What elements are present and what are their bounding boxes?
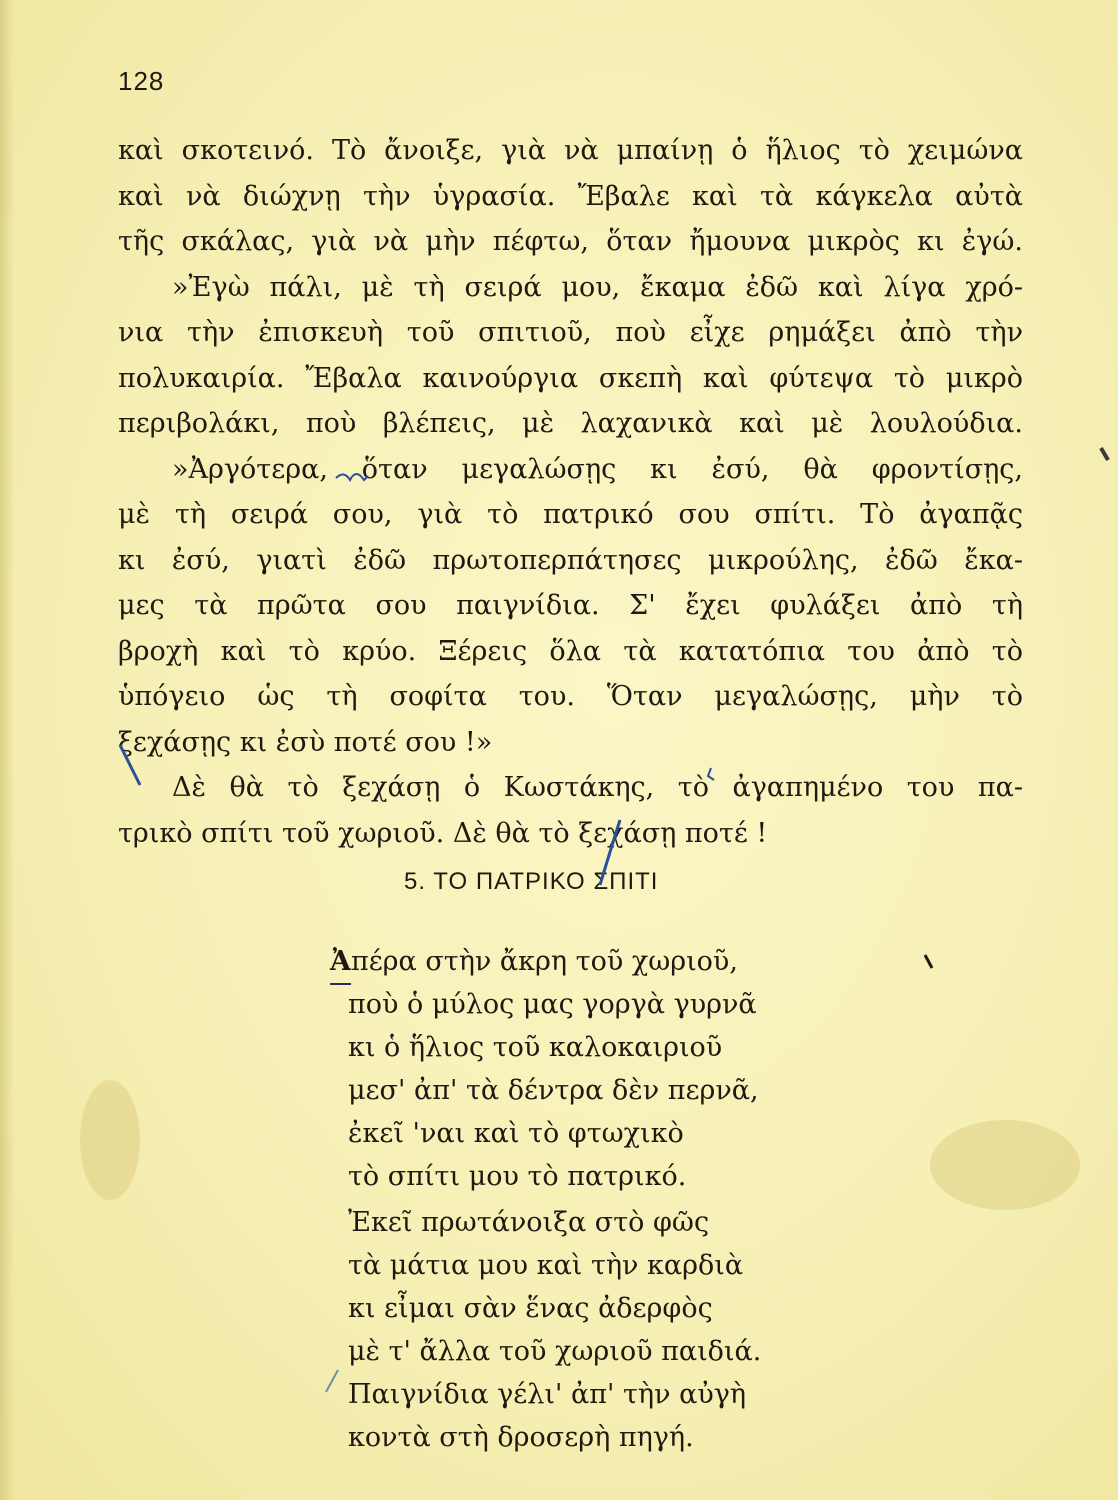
prose-line: τῆς σκάλας, γιὰ νὰ μὴν πέφτω, ὅταν ἤμουνα μικρὸς κι ἐγώ.: [118, 226, 1023, 257]
dropcap-letter: Ἀ: [330, 940, 351, 985]
prose-line: περιβολάκι, ποὺ βλέπεις, μὲ λαχανικὰ καὶ μὲ λουλούδια.: [118, 408, 1023, 439]
prose-line: πολυκαιρία. Ἔβαλα καινούργια σκεπὴ καὶ φύτεψα τὸ μικρὸ: [118, 362, 1023, 394]
prose-line: ὑπόγειο ὡς τὴ σοφίτα του. Ὅταν μεγαλώσῃς, μὴν τὸ: [118, 681, 1023, 712]
prose-line: καὶ νὰ διώχνῃ τὴν ὑγρασία. Ἔβαλε καὶ τὰ κάγκελα αὐτὰ: [118, 180, 1023, 212]
paper-stain: [80, 1080, 140, 1200]
pen-mark-dot: [1101, 448, 1108, 460]
poem-line: Ἐκεῖ πρωτάνοιξα στὸ φῶς: [348, 1207, 710, 1238]
prose-body: [118, 128, 1023, 856]
prose-line: τρικὸ σπίτι τοῦ χωριοῦ. Δὲ θὰ τὸ ξεχάσῃ ποτέ !: [118, 817, 768, 849]
poem-stanza-2: [330, 1201, 850, 1459]
prose-line: μες τὰ πρῶτα σου παιγνίδια. Σ' ἔχει φυλάξει ἀπὸ τὴ: [118, 590, 1023, 621]
poem-line: μεσ' ἀπ' τὰ δέντρα δὲν περνᾶ,: [348, 1075, 759, 1106]
poem-line: Παιγνίδια γέλι' ἀπ' τὴν αὐγὴ: [348, 1379, 747, 1410]
prose-line: Δὲ θὰ τὸ ξεχάσῃ ὁ Κωστάκης, τὸ ἀγαπημένο του πα-: [172, 772, 1023, 803]
prose-line: βροχὴ καὶ τὸ κρύο. Ξέρεις ὅλα τὰ κατατόπια του ἀπὸ τὸ: [118, 635, 1023, 667]
poem-line: μὲ τ' ἄλλα τοῦ χωριοῦ παιδιά.: [348, 1336, 762, 1367]
prose-line: κι ἐσύ, γιατὶ ἐδῶ πρωτοπερπάτησες μικρούλης, ἐδῶ ἔκα-: [118, 544, 1023, 576]
poem-line: κι εἶμαι σὰν ἕνας ἀδερφὸς: [348, 1293, 713, 1324]
prose-line: καὶ σκοτεινό. Τὸ ἄνοιξε, γιὰ νὰ μπαίνῃ ὁ ἥλιος τὸ χειμώνα: [118, 135, 1023, 166]
poem-line: κι ὁ ἥλιος τοῦ καλοκαιριοῦ: [348, 1032, 723, 1063]
poem-line: ἐκεῖ 'ναι καὶ τὸ φτωχικὸ: [348, 1118, 684, 1149]
poem-title: 5. ΤΟ ΠΑΤΡΙΚΟ ΣΠΙΤΙ: [404, 868, 659, 895]
prose-line: »Ἀργότερα, ὅταν μεγαλώσῃς κι ἐσύ, θὰ φροντίσῃς,: [172, 453, 1023, 485]
poem-line: [330, 940, 850, 983]
page-edge-shadow: [0, 0, 14, 1500]
page-number: 128: [118, 66, 165, 96]
prose-line: μὲ τὴ σειρά σου, γιὰ τὸ πατρικό σου σπίτι. Τὸ ἀγαπᾷς: [118, 499, 1023, 530]
prose-line: νια τὴν ἐπισκευὴ τοῦ σπιτιοῦ, ποὺ εἶχε ρημάξει ἀπὸ τὴν: [118, 317, 1023, 348]
paper-stain: [930, 1120, 1080, 1210]
poem-line-text: πέρα στὴν ἄκρη τοῦ χωριοῦ,: [350, 946, 738, 977]
poem-line: τὰ μάτια μου καὶ τὴν καρδιὰ: [348, 1250, 744, 1281]
poem-stanza-1: [330, 940, 850, 1198]
prose-line: ξεχάσῃς κι ἐσὺ ποτέ σου !»: [118, 726, 493, 758]
pen-mark-dot: [925, 955, 932, 968]
prose-line: »Ἐγὼ πάλι, μὲ τὴ σειρά μου, ἔκαμα ἐδῶ καὶ λίγα χρό-: [172, 271, 1023, 303]
poem-line: τὸ σπίτι μου τὸ πατρικό.: [348, 1161, 687, 1192]
poem-line: ποὺ ὁ μύλος μας γοργὰ γυρνᾶ: [348, 989, 757, 1020]
poem-line: κοντὰ στὴ δροσερὴ πηγή.: [348, 1422, 694, 1453]
